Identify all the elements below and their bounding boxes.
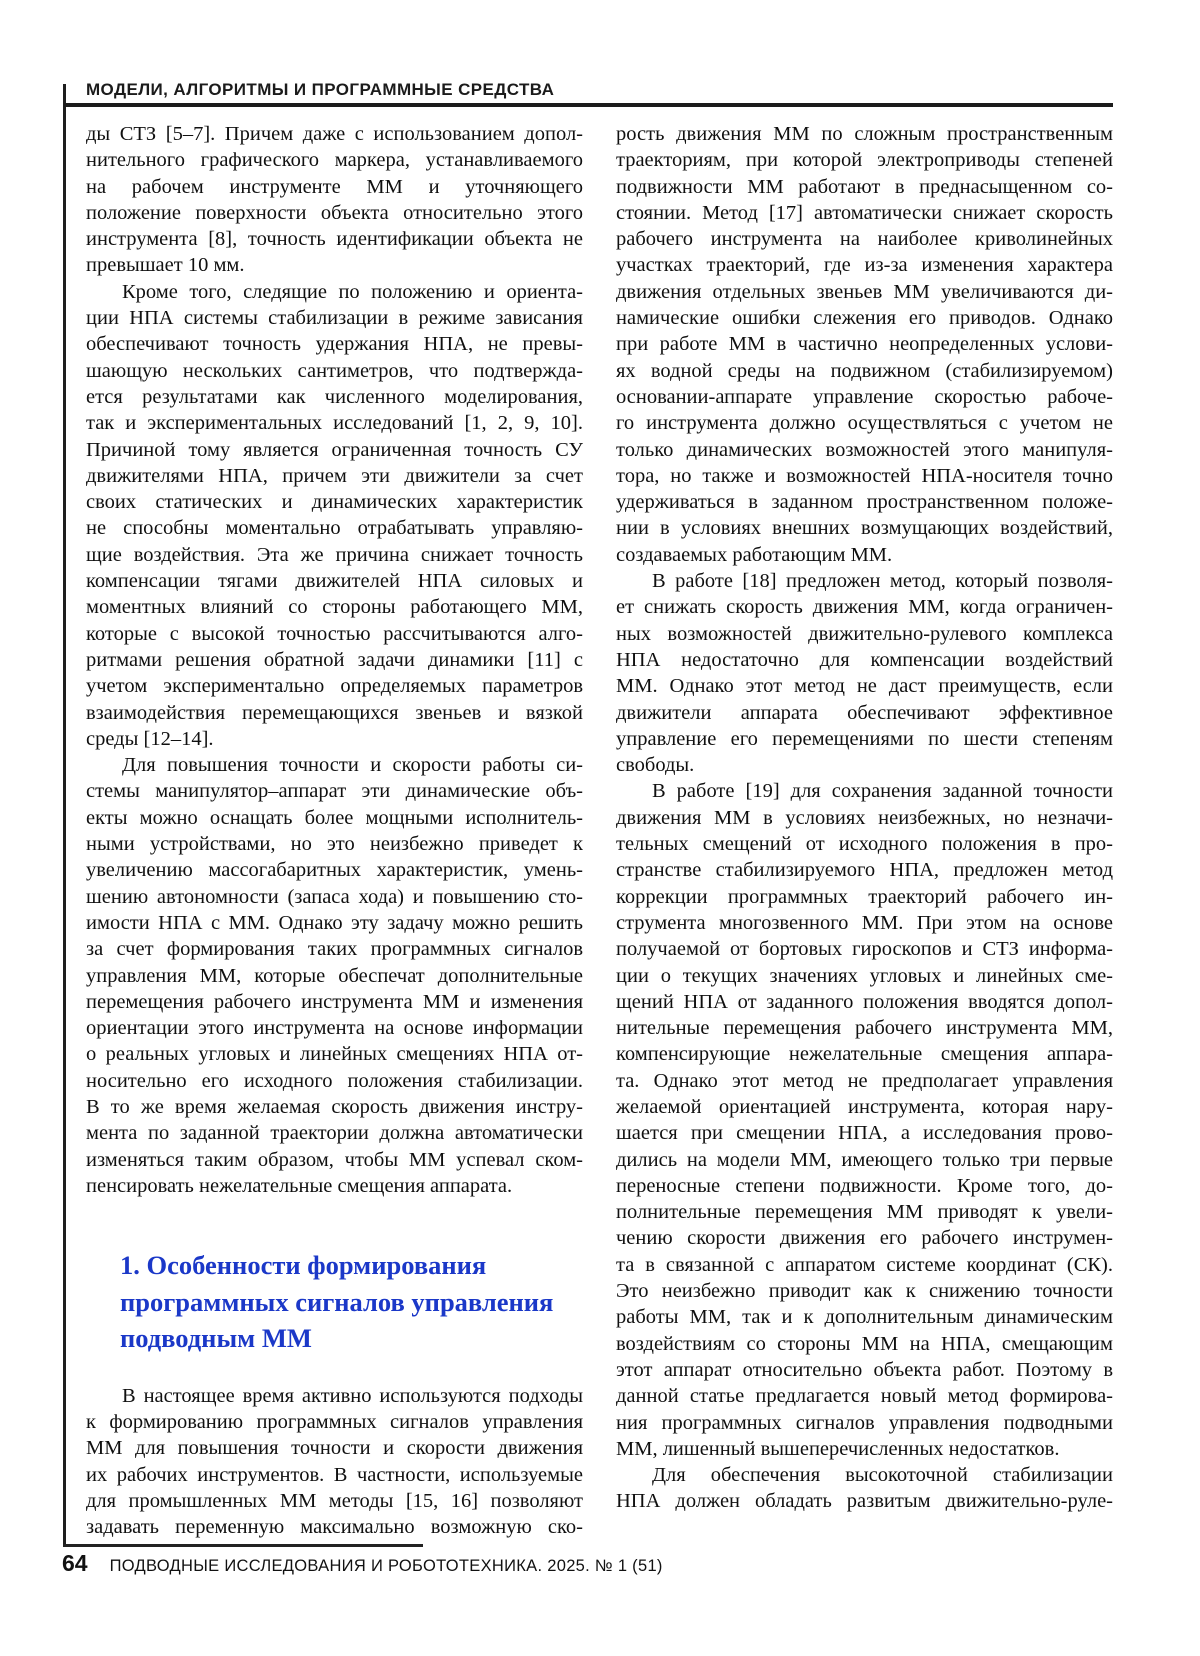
text-line: ды СТЗ [5–7]. Причем даже с использованием допол- bbox=[86, 123, 583, 145]
text-line: моментных влияний со стороны работающего ММ, bbox=[86, 596, 583, 619]
text-line: взаимодействия перемещающихся звеньев и вязкой bbox=[86, 701, 583, 724]
text-line: за счет формирования таких программных сигналов bbox=[86, 938, 583, 961]
text-line: движения отдельных звеньев ММ увеличиваются ди- bbox=[616, 280, 1113, 303]
text-line: получаемой от бортовых гироскопов и СТЗ информа- bbox=[616, 938, 1113, 961]
text-line: которые с высокой точностью рассчитываются алго- bbox=[86, 622, 583, 645]
text-line: ет снижать скорость движения ММ, когда ограничен- bbox=[616, 596, 1113, 619]
text-line: Для обеспечения высокоточной стабилизации bbox=[652, 1464, 1113, 1487]
paragraph bbox=[86, 1383, 583, 1541]
text-line: о реальных угловых и линейных смещениях НПА от- bbox=[86, 1043, 583, 1066]
text-line: ритмами решения обратной задачи динамики [11] с bbox=[86, 648, 583, 671]
text-line: имости НПА с ММ. Однако эту задачу можно решить bbox=[86, 911, 583, 934]
text-line: стемы манипулятор–аппарат эти динамические объ- bbox=[86, 780, 583, 803]
text-line: воздействиям со стороны ММ на НПА, смещающим bbox=[616, 1332, 1113, 1355]
text-line: движители аппарата обеспечивают эффективное bbox=[616, 701, 1113, 724]
section-heading-line: подводным ММ bbox=[120, 1323, 312, 1354]
text-line: ния программных сигналов управления подводными bbox=[616, 1411, 1113, 1434]
section-heading-line: 1. Особенности формирования bbox=[120, 1250, 487, 1281]
text-line: ции НПА системы стабилизации в режиме зависания bbox=[86, 307, 583, 330]
text-line: создаваемых работающим ММ. bbox=[616, 543, 893, 566]
text-line: шающую нескольких сантиметров, что подтвержда- bbox=[86, 359, 583, 382]
text-line: свободы. bbox=[616, 754, 695, 777]
text-line: НПА недостаточно для компенсации воздействий bbox=[616, 648, 1113, 671]
text-line: задавать переменную максимально возможную ско- bbox=[86, 1516, 583, 1539]
text-line: екты можно оснащать более мощными исполнитель- bbox=[86, 806, 583, 829]
text-line: своих статических и динамических характеристик bbox=[86, 491, 583, 514]
text-line: увеличению массогабаритных характеристик, умень- bbox=[86, 859, 583, 882]
text-line: ных возможностей движительно-рулевого комплекса bbox=[616, 622, 1113, 645]
text-line: та в связанной с аппаратом системе координат (СК). bbox=[616, 1253, 1113, 1276]
paragraph bbox=[616, 1462, 1113, 1515]
text-line: го инструмента должно осуществляться с учетом не bbox=[616, 412, 1113, 435]
text-line: нии в условиях внешних возмущающих воздействий, bbox=[616, 517, 1113, 540]
text-line: чению скорости движения его рабочего инструмен- bbox=[616, 1227, 1113, 1250]
left-border-rule bbox=[63, 84, 66, 1546]
text-line: тельных смещений от исходного положения в про- bbox=[616, 833, 1113, 856]
paragraph bbox=[86, 752, 583, 1199]
text-line: Причиной тому является ограниченная точность СУ bbox=[86, 438, 583, 461]
text-line: В то же время желаемая скорость движения инстру- bbox=[86, 1095, 583, 1118]
text-line: нительного графического маркера, устанавливаемого bbox=[86, 149, 583, 172]
text-line: среды [12–14]. bbox=[86, 727, 214, 750]
text-line: щений НПА от заданного положения вводятся допол- bbox=[616, 990, 1113, 1013]
text-line: управление его перемещениями по шести степеням bbox=[616, 727, 1113, 750]
text-line: их рабочих инструментов. В частности, используемые bbox=[86, 1463, 583, 1486]
running-head bbox=[86, 80, 1113, 100]
text-line: траекториям, при которой электроприводы степеней bbox=[616, 149, 1113, 172]
text-line: изменяться таким образом, чтобы ММ успевал ском- bbox=[86, 1148, 583, 1171]
text-line: основании-аппарате управление скоростью рабоче- bbox=[616, 385, 1113, 408]
text-line: НПА должен обладать развитым движительно-руле- bbox=[616, 1490, 1113, 1513]
text-line: подвижности ММ работают в преднасыщенном со- bbox=[616, 175, 1113, 198]
text-line: В настоящее время активно используются подходы bbox=[122, 1384, 583, 1407]
text-line: этот аппарат относительно объекта работ. Поэтому в bbox=[616, 1358, 1113, 1381]
text-line: не способны моментально отрабатывать управляю- bbox=[86, 517, 583, 540]
text-line: рость движения ММ по сложным пространственным bbox=[616, 123, 1113, 145]
text-line: работы ММ, так и к дополнительным динамическим bbox=[616, 1306, 1113, 1329]
footer-rule bbox=[63, 1544, 423, 1547]
text-line: превышает 10 мм. bbox=[86, 254, 245, 277]
text-line: носительно его исходного положения стабилизации. bbox=[86, 1069, 583, 1092]
text-line: дились на модели ММ, имеющего только три первые bbox=[616, 1148, 1113, 1171]
text-line: В работе [18] предложен метод, который позволя- bbox=[652, 570, 1113, 593]
text-line: при работе ММ в частично неопределенных услови- bbox=[616, 333, 1113, 356]
header-rule bbox=[64, 103, 1113, 107]
text-line: ММ. Однако этот метод не даст преимуществ, если bbox=[616, 675, 1113, 698]
text-line: желаемой ориентацией инструмента, которая нару- bbox=[616, 1095, 1113, 1118]
paragraph bbox=[616, 778, 1113, 1462]
paragraph bbox=[86, 279, 583, 752]
text-line: щие воздействия. Эта же причина снижает точность bbox=[86, 543, 583, 566]
text-line: ориентации этого инструмента на основе информации bbox=[86, 1017, 583, 1040]
text-line: так и экспериментальных исследований [1, 2, 9, 10]. bbox=[86, 412, 583, 435]
section-heading bbox=[120, 1247, 583, 1357]
text-line: обеспечивают точность удержания НПА, не превы- bbox=[86, 333, 583, 356]
text-line: участках траекторий, где из-за изменения характера bbox=[616, 254, 1113, 277]
text-line: ции о текущих значениях угловых и линейных сме- bbox=[616, 964, 1113, 987]
article-body bbox=[86, 121, 1113, 1540]
text-line: струмента многозвенного ММ. При этом на основе bbox=[616, 911, 1113, 934]
running-head-title: МОДЕЛИ, АЛГОРИТМЫ И ПРОГРАММНЫЕ СРЕДСТВА bbox=[86, 80, 555, 99]
left-column bbox=[86, 121, 583, 1540]
text-line: перемещения рабочего инструмента ММ и изменения bbox=[86, 990, 583, 1013]
text-line: только динамических возможностей этого манипуля- bbox=[616, 438, 1113, 461]
text-line: компенсирующие нежелательные смещения аппара- bbox=[616, 1043, 1113, 1066]
text-line: данной статье предлагается новый метод формирова- bbox=[616, 1385, 1113, 1408]
text-line: на рабочем инструменте ММ и уточняющего bbox=[86, 175, 583, 198]
right-column bbox=[616, 121, 1113, 1540]
text-line: к формированию программных сигналов управления bbox=[86, 1410, 583, 1433]
paragraph bbox=[616, 121, 1113, 568]
text-line: рабочего инструмента на наиболее криволинейных bbox=[616, 228, 1113, 251]
text-line: движителями НПА, причем эти движители за счет bbox=[86, 464, 583, 487]
journal-footer-title: ПОДВОДНЫЕ ИССЛЕДОВАНИЯ И РОБОТОТЕХНИКА. 2025. № 1 (51) bbox=[109, 1557, 663, 1575]
paragraph bbox=[616, 568, 1113, 778]
text-line: движения ММ в условиях неизбежных, но незначи- bbox=[616, 806, 1113, 829]
page-number: 64 bbox=[62, 1550, 88, 1576]
page-footer bbox=[62, 1550, 663, 1577]
text-line: странстве стабилизируемого НПА, предложен метод bbox=[616, 859, 1113, 882]
text-line: мента по заданной траектории должна автоматически bbox=[86, 1122, 583, 1145]
paragraph bbox=[86, 121, 583, 279]
text-line: пенсировать нежелательные смещения аппарата. bbox=[86, 1174, 513, 1197]
text-line: удерживаться в заданном пространственном положе- bbox=[616, 491, 1113, 514]
text-line: полнительные перемещения ММ приводят к увели- bbox=[616, 1201, 1113, 1224]
text-line: переносные степени подвижности. Кроме того, до- bbox=[616, 1174, 1113, 1197]
text-line: учетом экспериментально определяемых параметров bbox=[86, 675, 583, 698]
text-line: Для повышения точности и скорости работы си- bbox=[122, 754, 583, 777]
text-line: та. Однако этот метод не предполагает управления bbox=[616, 1069, 1113, 1092]
text-line: ется результатами как численного моделирования, bbox=[86, 385, 583, 408]
text-line: шению автономности (запаса хода) и повышению сто- bbox=[86, 885, 583, 908]
text-line: ММ для повышения точности и скорости движения bbox=[86, 1437, 583, 1460]
text-line: В работе [19] для сохранения заданной точности bbox=[652, 780, 1113, 803]
text-line: тора, но также и возможностей НПА-носителя точно bbox=[616, 464, 1113, 487]
text-line: стоянии. Метод [17] автоматически снижает скорость bbox=[616, 201, 1113, 224]
text-line: ММ, лишенный вышеперечисленных недостатков. bbox=[616, 1437, 1060, 1460]
text-line: ях водной среды на подвижном (стабилизируемом) bbox=[616, 359, 1113, 382]
text-line: намические ошибки слежения его приводов. Однако bbox=[616, 307, 1113, 330]
text-line: Кроме того, следящие по положению и ориента- bbox=[122, 280, 583, 303]
text-line: управления ММ, которые обеспечат дополнительные bbox=[86, 964, 583, 987]
section-heading-line: программных сигналов управления bbox=[120, 1286, 554, 1317]
text-line: инструмента [8], точность идентификации объекта не bbox=[86, 228, 583, 251]
text-line: нительные перемещения рабочего инструмента ММ, bbox=[616, 1017, 1113, 1040]
text-line: шается при смещении НПА, а исследования прово- bbox=[616, 1122, 1113, 1145]
text-line: компенсации тягами движителей НПА силовых и bbox=[86, 570, 583, 593]
text-line: коррекции программных траекторий рабочего ин- bbox=[616, 885, 1113, 908]
text-line: для промышленных ММ методы [15, 16] позволяют bbox=[86, 1489, 583, 1512]
text-line: ными устройствами, но это неизбежно приведет к bbox=[86, 833, 583, 856]
text-line: Это неизбежно приводит как к снижению точности bbox=[616, 1280, 1113, 1303]
text-line: положение поверхности объекта относительно этого bbox=[86, 201, 583, 224]
